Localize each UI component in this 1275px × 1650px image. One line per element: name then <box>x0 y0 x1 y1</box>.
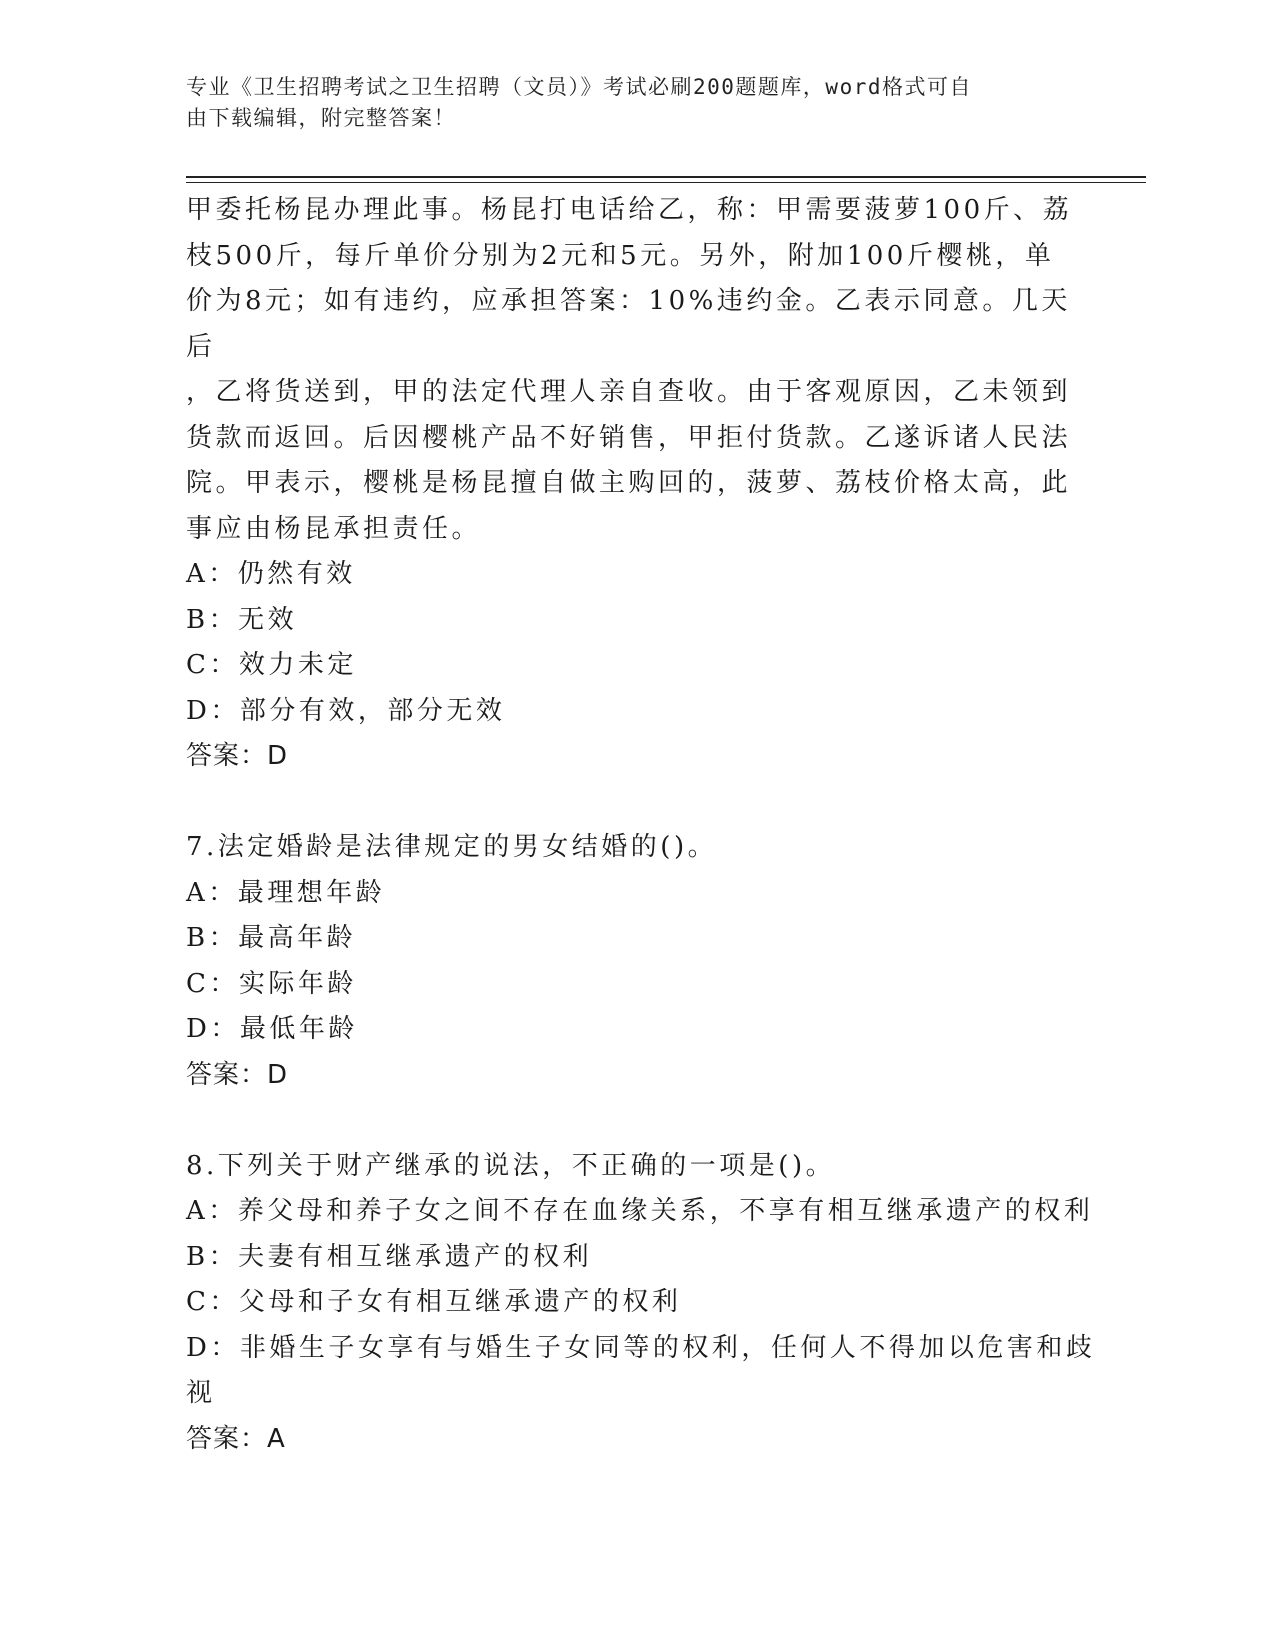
option-d: D：部分有效，部分无效 <box>186 695 506 726</box>
spacer <box>186 780 1086 826</box>
option-b: B：夫妻有相互继承遗产的权利 <box>186 1241 593 1272</box>
answer: 答案：A <box>186 1423 286 1454</box>
question-text: 7.法定婚龄是法律规定的男女结婚的()。 <box>186 832 718 862</box>
option-c: C：实际年龄 <box>186 968 357 999</box>
option-b: B：最高年龄 <box>186 923 357 953</box>
answer: 答案：D <box>186 1059 289 1090</box>
option-c: C：效力未定 <box>186 650 357 680</box>
question-block <box>186 1144 1096 1463</box>
option-d: D：非婚生子女享有与婚生子女同等的权利，任何人不得加以危害和歧 <box>186 1332 1096 1363</box>
question-block <box>186 825 1086 1098</box>
header-line-1: 专业《卫生招聘考试之卫生招聘（文员）》考试必刷200题题库，word格式可自 <box>186 75 972 99</box>
header-divider <box>186 176 1146 178</box>
spacer <box>186 1098 1086 1144</box>
option-b: B：无效 <box>186 604 298 635</box>
option-d: D：最低年龄 <box>186 1014 358 1044</box>
question-text-line: 甲委托杨昆办理此事。杨昆打电话给乙，称：甲需要菠萝100斤、荔 <box>186 195 1073 225</box>
option-a: A：最理想年龄 <box>186 877 386 908</box>
question-text-line: 院。甲表示，樱桃是杨昆擅自做主购回的，菠萝、荔枝价格太高，此 <box>186 468 1072 498</box>
header-line-2: 由下载编辑，附完整答案！ <box>186 106 456 130</box>
document-body <box>186 188 1096 1462</box>
question-text-line: 事应由杨昆承担责任。 <box>186 513 482 544</box>
question-text-line: ，乙将货送到，甲的法定代理人亲自查收。由于客观原因，乙未领到 <box>186 377 1072 407</box>
option-c: C：父母和子女有相互继承遗产的权利 <box>186 1287 682 1317</box>
option-a: A：仍然有效 <box>186 559 356 589</box>
header-divider-thin <box>186 182 1146 183</box>
question-text: 8.下列关于财产继承的说法，不正确的一项是()。 <box>186 1150 836 1181</box>
option-a: A：养父母和养子女之间不存在血缘关系，不享有相互继承遗产的权利 <box>186 1196 1094 1226</box>
document-header <box>186 72 1076 134</box>
question-text-line: 货款而返回。后因樱桃产品不好销售，甲拒付货款。乙遂诉诸人民法 <box>186 422 1072 453</box>
question-text-line: 枝500斤，每斤单价分别为2元和5元。另外，附加100斤樱桃，单 <box>186 240 1055 271</box>
question-text-line: 价为8元；如有违约，应承担答案：10%违约金。乙表示同意。几天后 <box>186 286 1071 362</box>
question-block <box>186 188 1086 780</box>
option-d-continued: 视 <box>186 1378 216 1408</box>
answer: 答案：D <box>186 741 289 771</box>
